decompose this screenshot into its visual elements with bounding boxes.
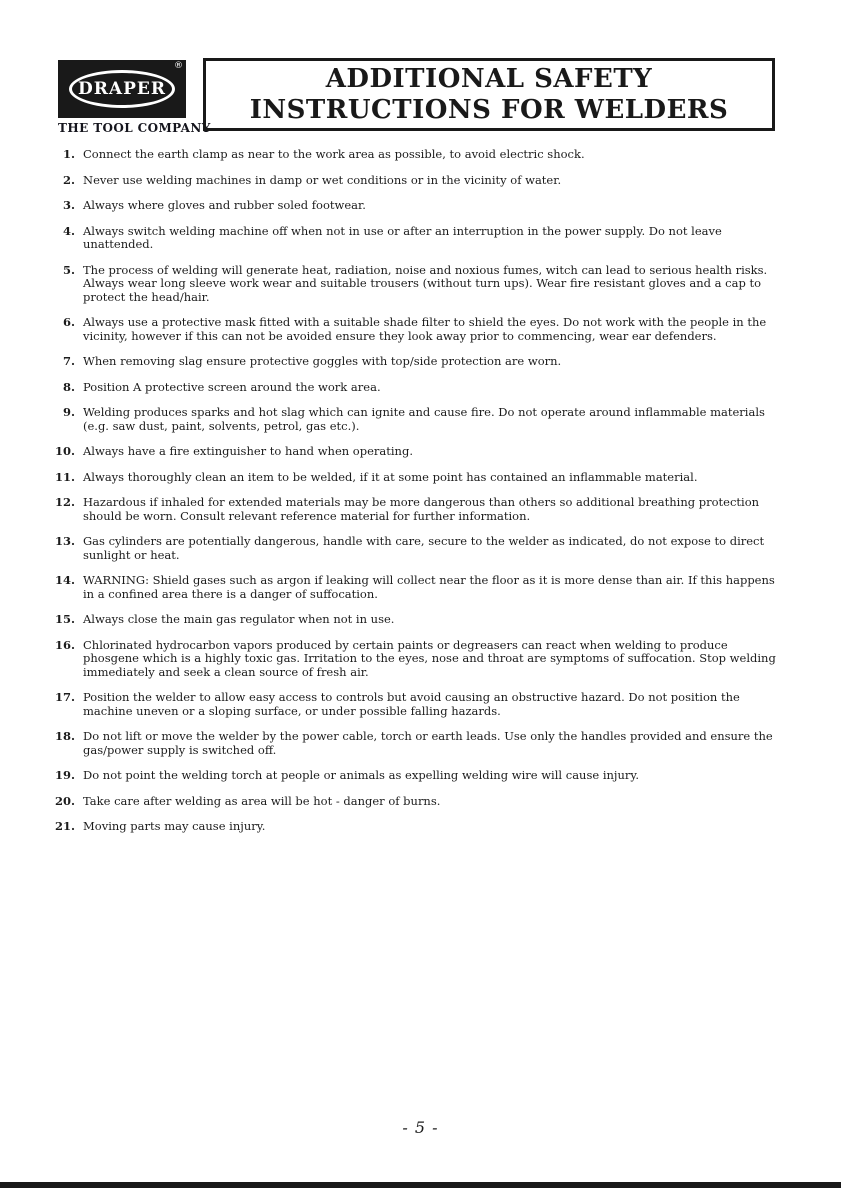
item-number: 7. (62, 354, 75, 368)
list-item (50, 264, 784, 305)
item-text: Take care after welding as area will be hot - danger of burns. (83, 793, 441, 808)
item-number: 11. (54, 469, 75, 484)
title-line-1: ADDITIONAL SAFETY (325, 63, 653, 94)
item-text: When removing slag ensure protective goggles with top/side protection are worn. (83, 354, 562, 368)
item-number: 20. (54, 793, 75, 808)
item-number: 15. (54, 612, 75, 626)
item-number: 9. (62, 405, 75, 419)
list-item (50, 406, 784, 433)
item-text: Always use a protective mask fitted with a suitable shade filter to shield the eyes. Do not work with the people in the vicinity, however if this can not be avoided ensure they look away prior to commencing, wear ear defenders. (83, 315, 767, 343)
list-item (50, 639, 784, 680)
item-text: Always where gloves and rubber soled footwear. (83, 198, 366, 212)
item-number: 14. (54, 573, 75, 587)
brand-tagline: THE TOOL COMPANY (58, 121, 211, 135)
item-text: Position A protective screen around the work area. (83, 379, 381, 394)
item-text: Connect the earth clamp as near to the work area as possible, to avoid electric shock. (83, 147, 585, 161)
item-text: Position the welder to allow easy access to controls but avoid causing an obstructive hazard. Do not position the machine uneven or a sloping surface, or under possible falling hazards. (83, 690, 740, 718)
list-item (50, 316, 784, 343)
item-number: 3. (62, 198, 75, 212)
item-text: Moving parts may cause injury. (83, 819, 266, 833)
item-number: 5. (62, 262, 75, 277)
item-number: 8. (62, 379, 75, 394)
item-text: Always have a fire extinguisher to hand when operating. (83, 444, 413, 458)
item-number: 6. (62, 315, 75, 329)
item-number: 2. (62, 172, 75, 187)
item-number: 10. (54, 444, 75, 458)
page-number: - 5 - (402, 1118, 439, 1137)
list-item (50, 730, 784, 757)
item-text: Always thoroughly clean an item to be welded, if it at some point has contained an inflammable material. (83, 469, 698, 484)
list-item (50, 535, 784, 562)
item-text: Always close the main gas regulator when not in use. (83, 612, 395, 626)
item-number: 13. (54, 534, 75, 548)
item-text: Always switch welding machine off when not in use or after an interruption in the power supply. Do not leave unattended. (83, 223, 722, 251)
instruction-list (50, 148, 784, 846)
list-item (50, 613, 784, 627)
item-number: 18. (54, 729, 75, 743)
item-text: Chlorinated hydrocarbon vapors produced by certain paints or degreasers can react when welding to produce phosgene which is a highly toxic gas. Irritation to the eyes, nose and throat are symptoms of suffocation. Stop welding immediately and seek a clean source of fresh air. (83, 637, 776, 679)
list-item (50, 574, 784, 601)
list-item (50, 496, 784, 523)
list-item (50, 471, 784, 485)
item-text: WARNING: Shield gases such as argon if leaking will collect near the floor as it is more dense than air. If this happens in a confined area there is a danger of suffocation. (83, 573, 775, 601)
item-text: Hazardous if inhaled for extended materials may be more dangerous than others so additional breathing protection should be worn. Consult relevant reference material for further information. (83, 495, 760, 523)
list-item (50, 355, 784, 369)
list-item (50, 199, 784, 213)
list-item (50, 174, 784, 188)
list-item (50, 381, 784, 395)
item-number: 17. (54, 690, 75, 704)
list-item (50, 795, 784, 809)
logo-box (58, 60, 186, 118)
item-text: Never use welding machines in damp or wet conditions or in the vicinity of water. (83, 172, 562, 187)
logo-oval (69, 70, 175, 108)
brand-logo (58, 60, 211, 135)
page-title (203, 58, 775, 131)
list-item (50, 148, 784, 162)
registered-trademark-icon: ® (174, 61, 183, 71)
brand-name: DRAPER (78, 79, 166, 99)
item-number: 16. (54, 637, 75, 652)
item-number: 4. (62, 223, 75, 238)
item-text: Do not point the welding torch at people or animals as expelling welding wire will cause injury. (83, 768, 639, 782)
item-number: 19. (54, 768, 75, 782)
list-item (50, 445, 784, 459)
list-item (50, 225, 784, 252)
title-line-2: INSTRUCTIONS FOR WELDERS (249, 94, 729, 125)
item-text: The process of welding will generate heat, radiation, noise and noxious fumes, witch can lead to serious health risks. Always wear long sleeve work wear and suitable trousers (without turn ups). Wear fire resistant gloves and a cap to protect the head/hair. (83, 262, 768, 304)
item-number: 1. (62, 147, 75, 161)
list-item (50, 769, 784, 783)
list-item (50, 820, 784, 834)
item-number: 21. (54, 819, 75, 833)
bottom-border-bar (0, 1182, 841, 1188)
item-number: 12. (54, 495, 75, 509)
item-text: Welding produces sparks and hot slag which can ignite and cause fire. Do not operate around inflammable materials (e.g. saw dust, paint, solvents, petrol, gas etc.). (83, 405, 765, 433)
list-item (50, 691, 784, 718)
item-text: Gas cylinders are potentially dangerous, handle with care, secure to the welder as indicated, do not expose to direct sunlight or heat. (83, 534, 765, 562)
item-text: Do not lift or move the welder by the power cable, torch or earth leads. Use only the handles provided and ensure the gas/power supply is switched off. (83, 729, 773, 757)
